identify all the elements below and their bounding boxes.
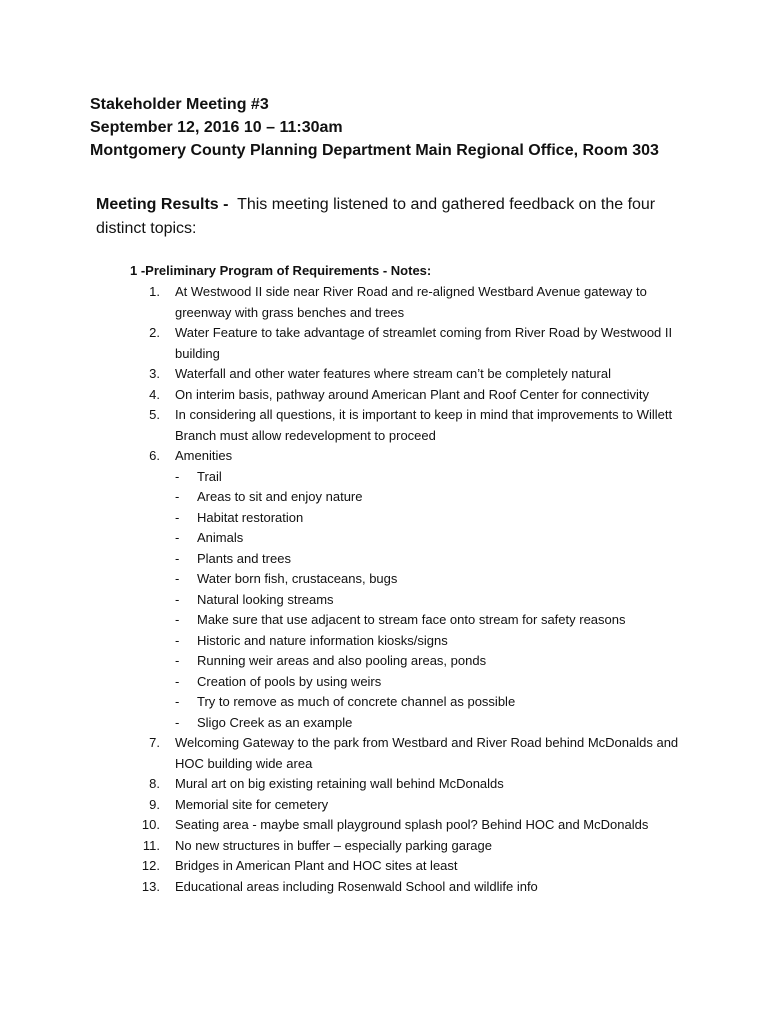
item-number: 1. — [149, 284, 160, 299]
amenity-item — [175, 610, 690, 631]
item-number: 6. — [149, 448, 160, 463]
item-text: No new structures in buffer – especially parking garage — [175, 837, 492, 853]
amenity-text: Animals — [197, 530, 244, 545]
list-item — [130, 405, 690, 446]
dash-marker: - — [175, 591, 180, 607]
amenity-item — [175, 672, 690, 693]
item-text: On interim basis, pathway around American Plant and Roof Center for connectivity — [175, 386, 650, 402]
amenity-item — [175, 467, 690, 488]
item-text: Seating area - maybe small playground splash pool? Behind HOC and McDonalds — [175, 817, 649, 832]
item-text: Welcoming Gateway to the park from Westbard and River Road behind McDonalds and HOC building wide area — [175, 735, 679, 771]
dash-marker: - — [175, 694, 180, 709]
amenity-text: Areas to sit and enjoy nature — [197, 489, 363, 504]
item-number: 10. — [141, 817, 160, 832]
dash-marker: - — [175, 673, 180, 689]
item-number: 12. — [141, 858, 160, 873]
section-title: 1 -Preliminary Program of Requirements - Notes: — [130, 263, 432, 278]
amenity-item — [175, 569, 690, 590]
list-item — [130, 282, 690, 323]
item-number: 4. — [149, 386, 160, 402]
dash-marker: - — [175, 612, 180, 627]
item-number: 9. — [149, 796, 160, 812]
item-text: Amenities — [175, 448, 233, 463]
list-item — [130, 836, 690, 857]
dash-marker: - — [175, 489, 180, 504]
amenity-text: Try to remove as much of concrete channel as possible — [197, 694, 516, 709]
dash-marker: - — [175, 714, 180, 730]
meeting-results-label: Meeting Results - — [96, 196, 229, 213]
item-text: In considering all questions, it is important to keep in mind that improvements to Willett Branch must allow redevelopment to proceed — [175, 407, 673, 443]
amenity-text: Sligo Creek as an example — [197, 714, 353, 730]
amenity-item — [175, 713, 690, 734]
dash-marker: - — [175, 550, 180, 566]
list-item — [130, 385, 690, 406]
amenity-item — [175, 631, 690, 652]
amenity-text: Habitat restoration — [197, 509, 304, 525]
item-number: 3. — [149, 366, 160, 381]
requirements-list — [130, 282, 690, 897]
list-item — [130, 733, 690, 774]
item-text: Bridges in American Plant and HOC sites at least — [175, 858, 458, 873]
amenity-text: Running weir areas and also pooling areas, ponds — [197, 653, 487, 668]
item-text: Educational areas including Rosenwald School and wildlife info — [175, 878, 538, 894]
amenity-item — [175, 692, 690, 713]
item-number: 13. — [141, 878, 160, 894]
list-item — [130, 815, 690, 836]
amenity-text: Trail — [197, 468, 222, 484]
amenity-text: Plants and trees — [197, 550, 291, 566]
item-text: At Westwood II side near River Road and re-aligned Westbard Avenue gateway to greenway with grass benches and trees — [175, 284, 647, 320]
item-text: Water Feature to take advantage of streamlet coming from River Road by Westwood II building — [175, 325, 673, 361]
list-item-amenities — [130, 446, 690, 733]
amenities-list — [175, 467, 690, 734]
list-item — [130, 877, 690, 898]
item-number: 8. — [149, 776, 160, 791]
meeting-results-paragraph — [96, 193, 686, 241]
item-number: 7. — [149, 735, 160, 750]
dash-marker: - — [175, 571, 180, 586]
list-item — [130, 774, 690, 795]
amenity-text: Creation of pools by using weirs — [197, 673, 382, 689]
item-text: Memorial site for cemetery — [175, 796, 329, 812]
list-item — [130, 856, 690, 877]
item-text: Mural art on big existing retaining wall behind McDonalds — [175, 776, 504, 791]
item-number: 5. — [149, 407, 160, 422]
dash-marker: - — [175, 632, 180, 648]
amenity-text: Natural looking streams — [197, 591, 334, 607]
amenity-item — [175, 528, 690, 549]
list-item — [130, 795, 690, 816]
amenity-text: Historic and nature information kiosks/signs — [197, 632, 448, 648]
item-text: Waterfall and other water features where stream can’t be completely natural — [175, 366, 611, 381]
meeting-title: Stakeholder Meeting #3 — [90, 96, 269, 113]
amenity-item — [175, 651, 690, 672]
item-number: 2. — [149, 325, 160, 340]
amenity-item — [175, 590, 690, 611]
meeting-date: September 12, 2016 10 – 11:30am — [90, 119, 343, 136]
amenity-item — [175, 549, 690, 570]
amenity-item — [175, 487, 690, 508]
amenity-text: Make sure that use adjacent to stream face onto stream for safety reasons — [197, 612, 626, 627]
dash-marker: - — [175, 468, 180, 484]
list-item — [130, 364, 690, 385]
amenity-text: Water born fish, crustaceans, bugs — [197, 571, 398, 586]
list-item — [130, 323, 690, 364]
dash-marker: - — [175, 509, 180, 525]
amenity-item — [175, 508, 690, 529]
meeting-location: Montgomery County Planning Department Main Regional Office, Room 303 — [90, 142, 659, 159]
item-number: 11. — [142, 837, 160, 853]
meeting-results-text: This meeting listened to and gathered feedback on the four distinct topics: — [96, 196, 656, 237]
meeting-header — [90, 93, 730, 162]
dash-marker: - — [175, 653, 180, 668]
dash-marker: - — [175, 530, 180, 545]
